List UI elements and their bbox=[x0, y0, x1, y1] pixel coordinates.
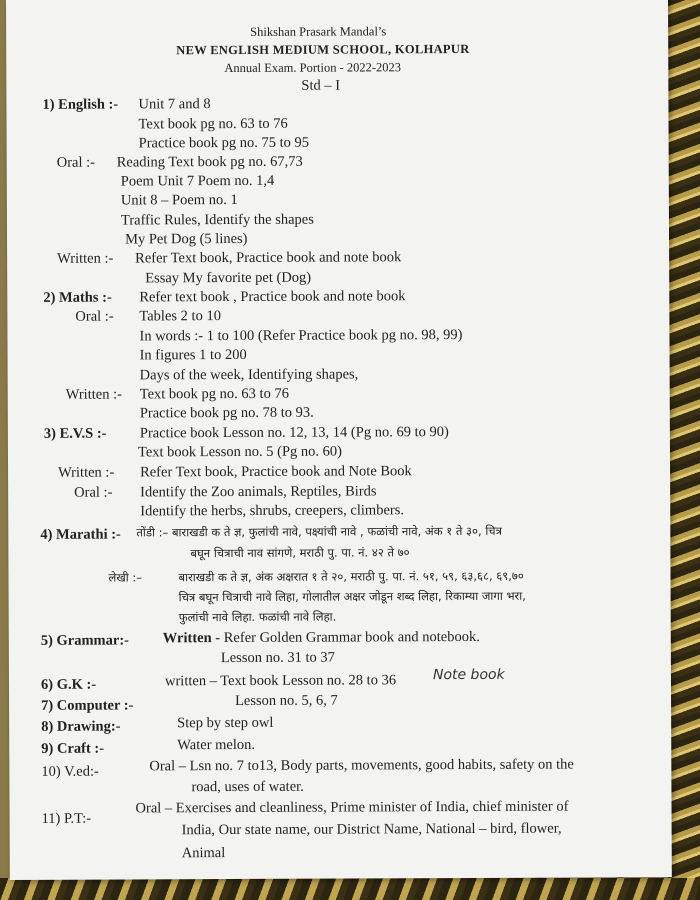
evs-oral-label: Oral :- bbox=[74, 484, 113, 501]
pt-label: 11) P.T:- bbox=[41, 810, 92, 827]
evs-line-2: Text book Lesson no. 5 (Pg no. 60) bbox=[137, 443, 342, 461]
marathi-lekhi-2: चित्र बघून चित्राची नावे लिहा, गोलातील अक्षर जोडून शब्द लिहा, रिकाम्या जागा भरा, bbox=[178, 588, 526, 605]
maths-label: 2) Maths :- bbox=[43, 289, 112, 306]
english-oral-2: Poem Unit 7 Poem no. 1,4 bbox=[120, 172, 275, 190]
computer-label: 7) Computer :- bbox=[41, 697, 134, 714]
pt-line-3: Animal bbox=[181, 845, 226, 862]
exam-portion-sheet bbox=[6, 0, 672, 880]
english-textbook: Text book pg no. 63 to 76 bbox=[138, 115, 288, 133]
english-oral-3: Unit 8 – Poem no. 1 bbox=[120, 191, 238, 209]
drawing-label: 8) Drawing:- bbox=[41, 718, 121, 735]
maths-written-2: Practice book pg no. 78 to 93. bbox=[139, 404, 314, 422]
grammar-label: 5) Grammar:- bbox=[40, 632, 130, 649]
marathi-lekhi-label: लेखी :– bbox=[108, 570, 143, 585]
gk-line-1: written – Text book Lesson no. 28 to 36 bbox=[164, 672, 397, 690]
english-oral-4: Traffic Rules, Identify the shapes bbox=[120, 211, 314, 229]
evs-label: 3) E.V.S :- bbox=[43, 425, 107, 442]
background-surface-bottom bbox=[0, 878, 700, 900]
marathi-label: 4) Marathi :- bbox=[40, 526, 121, 543]
computer-line-1: Lesson no. 5, 6, 7 bbox=[235, 692, 338, 710]
marathi-lekhi-1: बाराखडी क ते ज्ञ, अंक अक्षरात १ ते २०, मराठी पु. पा. नं. ५१, ५९, ६३,६८, ६९,७० bbox=[178, 568, 524, 585]
gk-label: 6) G.K :- bbox=[40, 676, 97, 693]
marathi-lekhi-3: फुलांची नावे लिहा. फळांची नावे लिहा. bbox=[178, 609, 337, 625]
pt-line-1: Oral – Exercises and cleanliness, Prime minister of India, chief minister of bbox=[135, 798, 569, 817]
grammar-line-2: Lesson no. 31 to 37 bbox=[220, 649, 335, 667]
evs-line-1: Practice book Lesson no. 12, 13, 14 (Pg no. 69 to 90) bbox=[139, 424, 449, 442]
maths-intro: Refer text book , Practice book and note book bbox=[139, 288, 406, 306]
english-practice: Practice book pg no. 75 to 95 bbox=[138, 134, 310, 152]
english-oral-5: My Pet Dog (5 lines) bbox=[125, 230, 248, 248]
english-unit: Unit 7 and 8 bbox=[138, 96, 211, 113]
evs-oral-1: Identify the Zoo animals, Reptiles, Birds bbox=[140, 483, 377, 501]
ved-line-1: Oral – Lsn no. 7 to13, Body parts, movements, good habits, safety on the bbox=[149, 756, 574, 775]
ved-line-2: road, uses of water. bbox=[191, 778, 304, 796]
english-label: 1) English :- bbox=[42, 96, 119, 113]
maths-oral-3: In figures 1 to 200 bbox=[139, 346, 247, 364]
background-surface bbox=[668, 0, 700, 900]
grammar-line-1 bbox=[163, 628, 480, 647]
maths-oral-label: Oral :- bbox=[75, 308, 114, 325]
society-name: Shikshan Prasark Mandal’s bbox=[250, 24, 387, 39]
evs-written-label: Written :- bbox=[58, 464, 115, 481]
maths-written-label: Written :- bbox=[65, 386, 122, 403]
english-oral-1: Reading Text book pg no. 67,73 bbox=[116, 153, 303, 171]
school-name: NEW ENGLISH MEDIUM SCHOOL, KOLHAPUR bbox=[176, 41, 470, 58]
marathi-todi-2: बघून चित्राची नाव सांगणे, मराठी पु. पा. नं. ४२ ते ७० bbox=[190, 545, 410, 561]
evs-oral-2: Identify the herbs, shrubs, creepers, climbers. bbox=[140, 502, 404, 520]
gk-handwritten-note: Note book bbox=[432, 666, 505, 684]
craft-label: 9) Craft :- bbox=[41, 740, 105, 757]
english-written-2: Essay My favorite pet (Dog) bbox=[145, 269, 312, 287]
english-written-1: Refer Text book, Practice book and note book bbox=[135, 249, 402, 267]
marathi-todi-1: तोंडी :– बाराखडी क ते ज्ञ, फुलांची नावे, पक्ष्यांची नावे , फळांची नावे, अंक १ ते ३०, चित्र bbox=[136, 523, 502, 540]
exam-title: Annual Exam. Portion - 2022-2023 bbox=[224, 60, 402, 76]
maths-written-1: Text book pg no. 63 to 76 bbox=[139, 385, 289, 403]
english-written-label: Written :- bbox=[57, 250, 114, 267]
maths-oral-4: Days of the week, Identifying shapes, bbox=[139, 366, 359, 384]
standard: Std – I bbox=[301, 77, 341, 94]
grammar-written-label: Written bbox=[162, 630, 212, 647]
evs-written-1: Refer Text book, Practice book and Note Book bbox=[140, 463, 412, 481]
english-oral-label: Oral :- bbox=[56, 154, 95, 171]
craft-line-1: Water melon. bbox=[177, 736, 256, 754]
maths-oral-1: Tables 2 to 10 bbox=[139, 308, 221, 325]
drawing-line-1: Step by step owl bbox=[177, 714, 274, 732]
ved-label: 10) V.ed:- bbox=[41, 763, 99, 780]
pt-line-2: India, Our state name, our District Name, National – bird, flower, bbox=[181, 820, 562, 839]
maths-oral-2: In words :- 1 to 100 (Refer Practice book pg no. 98, 99) bbox=[139, 327, 463, 345]
grammar-line-1-text: - Refer Golden Grammar book and notebook. bbox=[211, 628, 480, 647]
